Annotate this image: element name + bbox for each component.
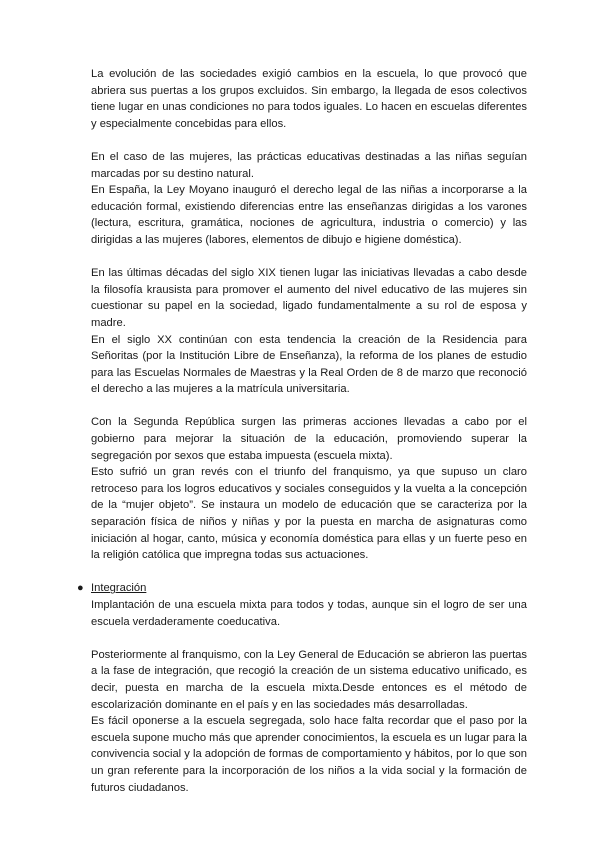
paragraph-krausista: En las últimas décadas del siglo XIX tienen lugar las iniciativas llevadas a cabo desde la filosofía krausista para promover el aumento del nivel educativo de las mujeres sin cuestionar su papel en la sociedad, ligado fundamentalmente a su rol de esposa y madre.	[91, 267, 527, 329]
bullet-marker: ●	[77, 582, 84, 595]
paragraph-women: En el caso de las mujeres, las prácticas educativas destinadas a las niñas seguían marcadas por su destino natural.	[91, 150, 527, 180]
paragraph-franquismo: Esto sufrió un gran revés con el triunfo del franquismo, ya que supuso un claro retroceso para los logros educativos y sociales conseguidos y la vuelta a la concepción de la “mujer objeto”. Se instaura un modelo de educación que se caracteriza por la separación física de niños y niñas y por la puesta en marcha de asignaturas como iniciación al hogar, canto, música y economía doméstica para ellas y un fuerte peso en la religión católica que impregna todas sus actuaciones.	[91, 466, 527, 562]
paragraph-segunda-republica: Con la Segunda República surgen las primeras acciones llevadas a cabo por el gobierno para mejorar la situación de la educación, promoviendo superar la segregación por sexos que estaba impuesta (escuela mixta).	[91, 416, 527, 462]
bullet-integracion	[77, 580, 527, 597]
paragraph-implantacion: Implantación de una escuela mixta para todos y todas, aunque sin el logro de ser una escuela verdaderamente coeducativa.	[91, 599, 527, 628]
paragraph-evolution: La evolución de las sociedades exigió cambios en la escuela, lo que provocó que abriera sus puertas a los grupos excluidos. Sin embargo, la llegada de esos colectivos tiene lugar en unas condiciones no para todos iguales. Lo hacen en escuelas diferentes y especialmente concebidas para ellos.	[91, 68, 527, 130]
paragraph-gap	[91, 132, 527, 149]
paragraph-gap	[91, 564, 527, 581]
paragraph-gap	[91, 249, 527, 266]
paragraph-siglo-xx: En el siglo XX continúan con esta tendencia la creación de la Residencia para Señoritas (por la Institución Libre de Enseñanza), la reforma de los planes de estudio para las Escuelas Normales de Maestras y la Real Orden de 8 de marzo que reconoció el derecho a las mujeres a la matrícula universitaria.	[91, 333, 527, 396]
document-body	[77, 66, 527, 796]
paragraph-gap	[91, 630, 527, 647]
paragraph-posteriormente: Posteriormente al franquismo, con la Ley General de Educación se abrieron las puertas a la fase de integración, que recogió la creación de un sistema educativo unificado, es decir, puesta en marcha de la escuela mixta.Desde entonces es el método de escolarización dominante en el país y en las sociedades más desarrolladas.	[91, 648, 527, 711]
paragraph-gap	[91, 398, 527, 415]
bullet-heading: Integración	[91, 582, 147, 595]
paragraph-ley-moyano: En España, la Ley Moyano inauguró el derecho legal de las niñas a incorporarse a la educación formal, existiendo diferencias entre las enseñanzas dirigidas a los varones (lectura, escritura, gramática, nociones de agricultura, industria o comercio) y las dirigidas a las mujeres (labores, elementos de dibujo e higiene doméstica).	[91, 184, 527, 246]
paragraph-escuela-segregada: Es fácil oponerse a la escuela segregada, solo hace falta recordar que el paso por la escuela supone mucho más que aprender conocimientos, la escuela es un lugar para la convivencia social y la adopción de formas de comportamiento y hábitos, por lo que son un gran referente para la incorporación de los niños a la vida social y la formación de futuros ciudadanos.	[91, 715, 527, 794]
